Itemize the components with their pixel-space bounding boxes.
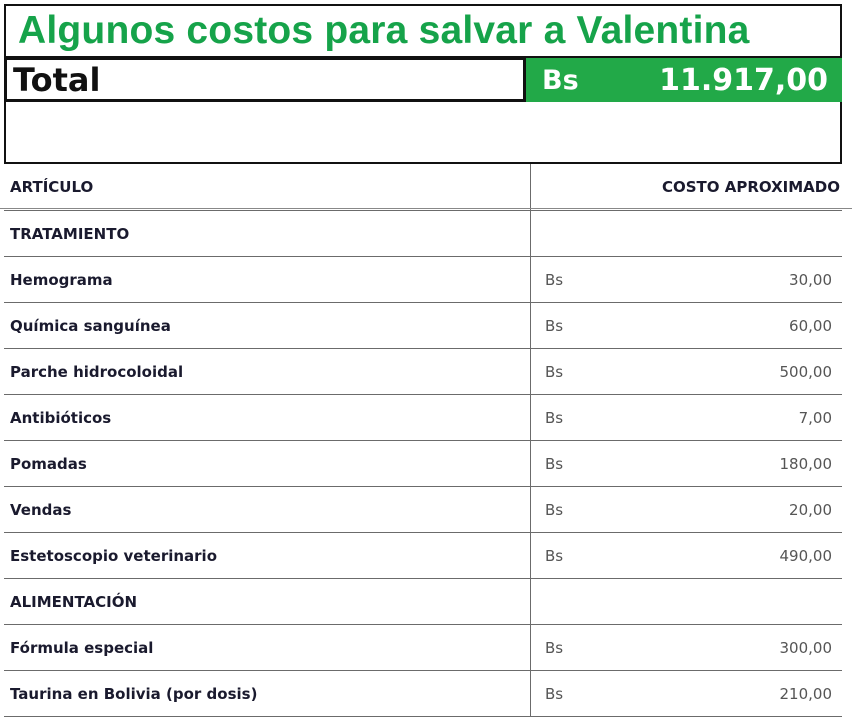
item-currency: Bs <box>531 303 626 349</box>
total-label: Total <box>4 58 526 102</box>
table-row <box>4 349 842 395</box>
title-row <box>4 4 842 58</box>
total-currency: Bs <box>542 64 579 96</box>
item-cost: 20,00 <box>625 487 842 533</box>
item-cost: 500,00 <box>625 349 842 395</box>
item-cost: 7,00 <box>625 395 842 441</box>
item-name: Química sanguínea <box>4 303 531 349</box>
item-name: Pomadas <box>4 441 531 487</box>
item-cost <box>625 579 842 625</box>
section-name: ALIMENTACIÓN <box>4 579 531 625</box>
header-spacer <box>531 164 626 211</box>
table-row <box>4 533 842 579</box>
item-currency: Bs <box>531 487 626 533</box>
total-amount: 11.917,00 <box>659 62 828 98</box>
total-row <box>4 58 842 102</box>
table-header-row <box>4 164 842 211</box>
item-currency: Bs <box>531 349 626 395</box>
item-name: Antibióticos <box>4 395 531 441</box>
section-row <box>4 211 842 257</box>
item-name: Hemograma <box>4 257 531 303</box>
section-name: TRATAMIENTO <box>4 211 531 257</box>
table-row <box>4 257 842 303</box>
item-name: Taurina en Bolivia (por dosis) <box>4 671 531 717</box>
sheet-title: Algunos costos para salvar a Valentina <box>18 9 750 52</box>
sheet-gridline <box>0 208 852 209</box>
item-currency: Bs <box>531 441 626 487</box>
item-currency <box>531 211 626 257</box>
item-name: Vendas <box>4 487 531 533</box>
item-currency <box>531 579 626 625</box>
item-currency: Bs <box>531 671 626 717</box>
item-name: Parche hidrocoloidal <box>4 349 531 395</box>
item-cost: 180,00 <box>625 441 842 487</box>
item-cost: 60,00 <box>625 303 842 349</box>
cost-table-body <box>4 164 842 717</box>
table-row <box>4 441 842 487</box>
item-cost: 300,00 <box>625 625 842 671</box>
item-name: Estetoscopio veterinario <box>4 533 531 579</box>
cost-table <box>4 164 842 717</box>
section-row <box>4 579 842 625</box>
item-name: Fórmula especial <box>4 625 531 671</box>
item-currency: Bs <box>531 257 626 303</box>
table-row <box>4 303 842 349</box>
table-row <box>4 395 842 441</box>
total-value-cell <box>526 58 842 102</box>
item-cost: 490,00 <box>625 533 842 579</box>
item-currency: Bs <box>531 625 626 671</box>
cost-sheet <box>4 4 842 717</box>
item-cost: 210,00 <box>625 671 842 717</box>
table-row <box>4 625 842 671</box>
item-cost: 30,00 <box>625 257 842 303</box>
table-row <box>4 487 842 533</box>
item-currency: Bs <box>531 533 626 579</box>
item-cost <box>625 211 842 257</box>
item-currency: Bs <box>531 395 626 441</box>
header-cost: COSTO APROXIMADO <box>625 164 842 211</box>
header-article: ARTÍCULO <box>4 164 531 211</box>
blank-row <box>4 102 842 164</box>
table-row <box>4 671 842 717</box>
